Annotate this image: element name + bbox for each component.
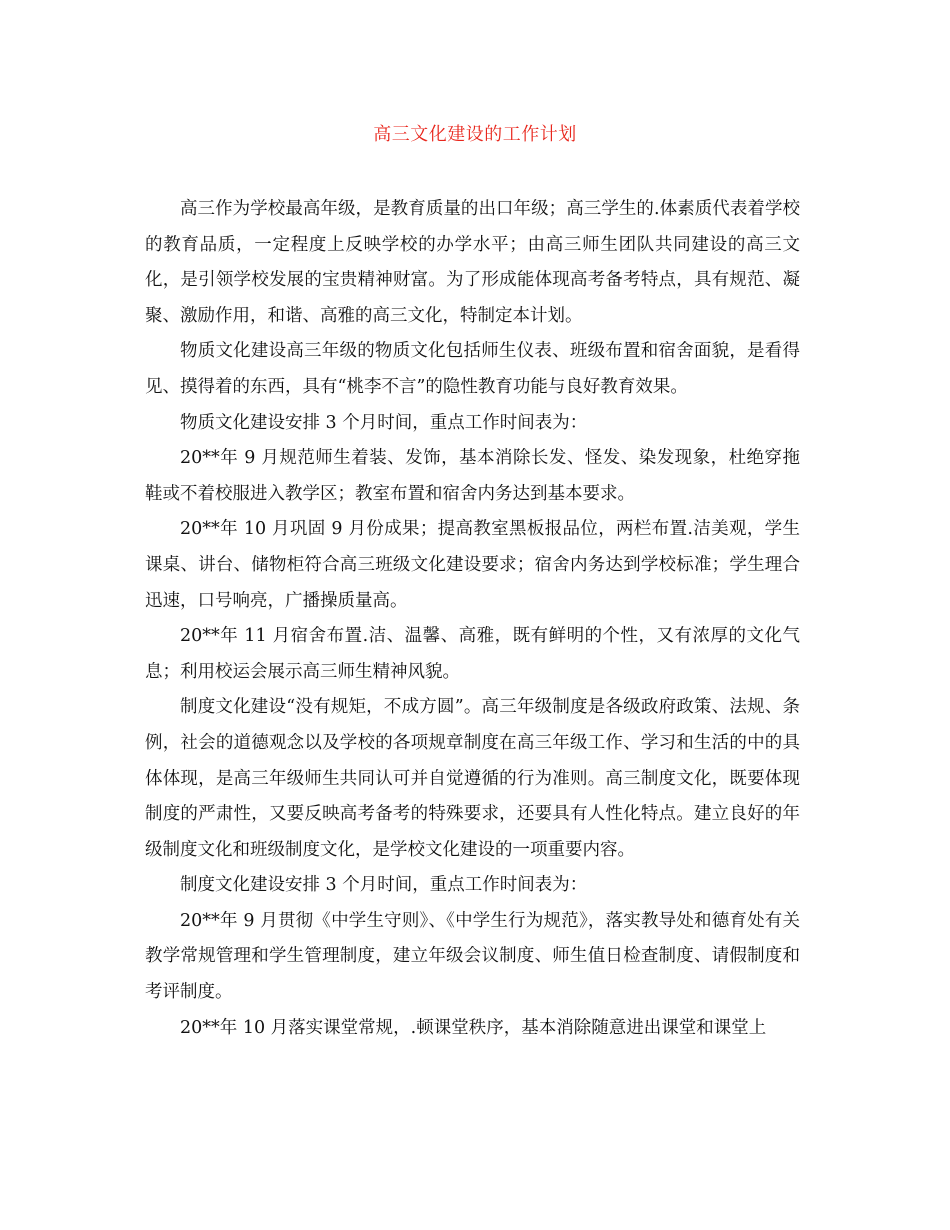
paragraph: 制度文化建设安排 3 个月时间，重点工作时间表为： bbox=[180, 875, 588, 896]
paragraph: 20**年 9 月贯彻《中学生守则》、《中学生行为规范》，落实教导处和德育处有关教学常规管理和学生管理制度，建立年级会议制度、师生值日检查制度、请假制度和考评制度。 bbox=[145, 910, 800, 1003]
paragraph: 物质文化建设高三年级的物质文化包括师生仪表、班级布置和宿舍面貌，是看得见、摸得着的东西，具有“桃李不言”的隐性教育功能与良好教育效果。 bbox=[145, 341, 800, 397]
paragraph: 物质文化建设安排 3 个月时间，重点工作时间表为： bbox=[180, 412, 588, 433]
document-body bbox=[145, 192, 800, 1046]
document-title: 高三文化建设的工作计划 bbox=[373, 124, 577, 145]
paragraph: 20**年 9 月规范师生着装、发饰，基本消除长发、怪发、染发现象，杜绝穿拖鞋或不着校服进入教学区；教室布置和宿舍内务达到基本要求。 bbox=[145, 448, 800, 504]
paragraph: 高三作为学校最高年级，是教育质量的出口年级；高三学生的.体素质代表着学校的教育品质，一定程度上反映学校的办学水平；由高三师生团队共同建设的高三文化，是引领学校发展的宝贵精神财富。为了形成能体现高考备考特点，具有规范、凝聚、激励作用，和谐、高雅的高三文化，特制定本计划。 bbox=[145, 199, 800, 326]
paragraph: 20**年 11 月宿舍布置.洁、温馨、高雅，既有鲜明的个性，又有浓厚的文化气息；利用校运会展示高三师生精神风貌。 bbox=[145, 626, 800, 682]
paragraph: 20**年 10 月巩固 9 月份成果；提高教室黑板报品位，两栏布置.洁美观，学生课桌、讲台、储物柜符合高三班级文化建设要求；宿舍内务达到学校标准；学生理合迅速，口号响亮，广播操质量高。 bbox=[145, 519, 800, 611]
paragraph: 20**年 10 月落实课堂常规，.顿课堂秩序，基本消除随意进出课堂和课堂上 bbox=[180, 1017, 767, 1038]
paragraph: 制度文化建设“没有规矩，不成方圆”。高三年级制度是各级政府政策、法规、条例，社会的道德观念以及学校的各项规章制度在高三年级工作、学习和生活的中的具体体现，是高三年级师生共同认可并自觉遵循的行为准则。高三制度文化，既要体现制度的严肃性，又要反映高考备考的特殊要求，还要具有人性化特点。建立良好的年级制度文化和班级制度文化，是学校文化建设的一项重要内容。 bbox=[145, 697, 800, 860]
